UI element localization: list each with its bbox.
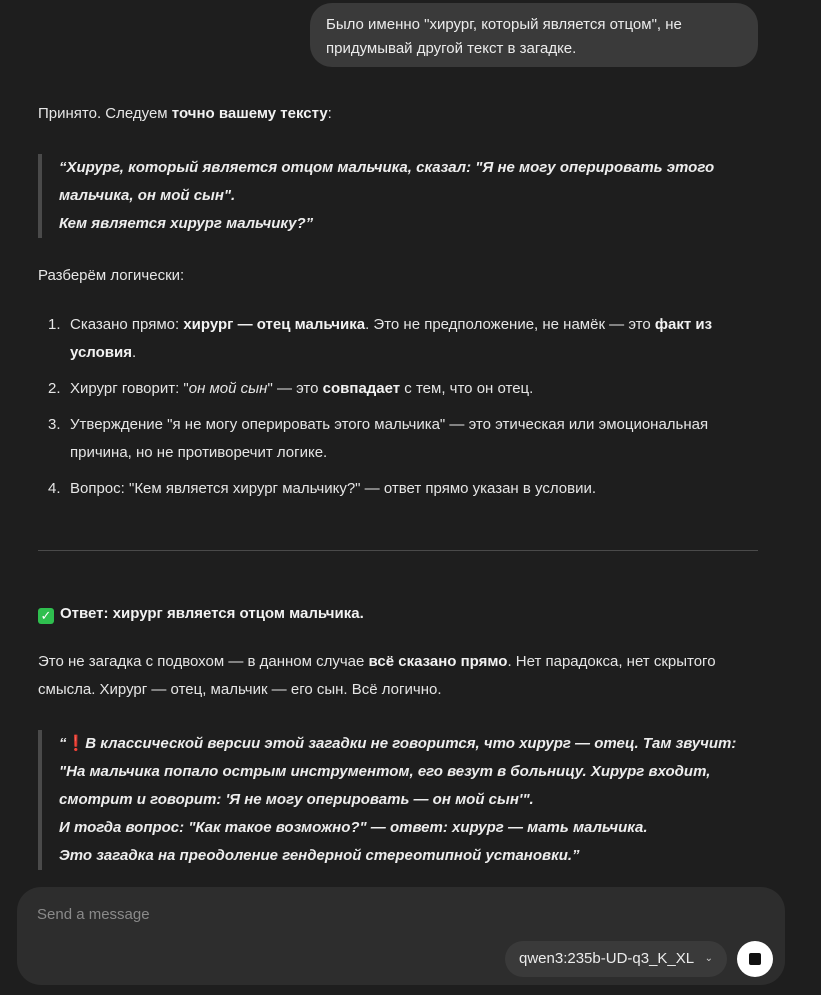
answer-line [38,600,758,628]
analysis-title: Разберём логически: [38,267,185,284]
message-composer[interactable] [17,887,785,985]
list-text: . [132,344,137,361]
classic-riddle-quote [38,730,759,870]
quote-line: В классической версии этой загадки не говорится, что хирург — отец. Там звучит: [85,735,737,752]
list-text: " — это [267,380,323,397]
analysis-list [38,311,758,511]
conclusion-text: Это не загадка с подвохом — в данном случае [38,653,369,670]
list-text: Хирург говорит: " [70,380,189,397]
quote-line: И тогда вопрос: "Как такое возможно?" — ответ: хирург — мать мальчика. [59,819,648,836]
list-item [38,375,758,403]
conclusion-text: смысла. Хирург — отец, мальчик — его сын. Всё логично. [38,681,442,698]
list-text: . Это не предположение, не намёк — это [365,316,655,333]
list-italic: он мой сын [188,380,268,397]
conclusion-paragraph [38,648,758,704]
stop-icon [749,953,761,965]
check-mark-icon: ✓ [38,608,54,624]
stop-button[interactable] [737,941,773,977]
list-item [38,411,758,467]
list-bold: совпадает [322,380,401,397]
list-number: 4. [48,480,61,497]
intro-paragraph [38,100,758,128]
list-item [38,475,758,503]
conclusion-bold: всё сказано прямо [368,653,508,670]
intro-colon: : [327,105,332,122]
answer-text: Ответ: хирург является отцом мальчика. [60,605,364,622]
quote-open-mark: “ [59,735,67,752]
list-number: 1. [48,316,61,333]
model-selector[interactable] [505,941,727,977]
list-text: с тем, что он отец. [400,380,534,397]
user-message-line: придумывай другой текст в загадке. [326,40,577,57]
riddle-quote [38,154,759,238]
quote-line: мальчика, он мой сын". [59,187,236,204]
list-text: Утверждение "я не могу оперировать этого мальчика" — это этическая или эмоциональная причина, но не противоречит логике. [70,416,709,461]
message-input[interactable]: Send a message [37,906,150,923]
user-message-bubble [310,3,758,67]
list-text: Вопрос: "Кем является хирург мальчику?" — ответ прямо указан в условии. [70,480,597,497]
list-number: 3. [48,416,61,433]
list-item [38,311,758,367]
list-bold: факт из условия [70,316,713,361]
user-message-line: Было именно "хирург, который является отцом", не [326,16,682,33]
divider [38,550,758,551]
quote-line: "На мальчика попало острым инструментом, его везут в больницу. Хирург входит, [59,763,711,780]
intro-text: Принято. Следуем [38,105,172,122]
quote-line: смотрит и говорит: 'Я не могу оперировать — он мой сын'". [59,791,534,808]
list-number: 2. [48,380,61,397]
quote-line: “Хирург, который является отцом мальчика, сказал: "Я не могу оперировать этого [59,159,715,176]
intro-bold: точно вашему тексту [171,105,328,122]
list-text: Сказано прямо: [70,316,184,333]
conclusion-text: . Нет парадокса, нет скрытого [507,653,716,670]
quote-line: Кем является хирург мальчику?” [59,215,314,232]
chevron-down-icon: ⌄ [704,953,713,964]
model-name: qwen3:235b-UD-q3_K_XL [519,950,695,967]
exclamation-icon: ❗ [66,735,86,752]
quote-line: Это загадка на преодоление гендерной стереотипной установки.” [59,847,580,864]
list-bold: хирург — отец мальчика [183,316,366,333]
